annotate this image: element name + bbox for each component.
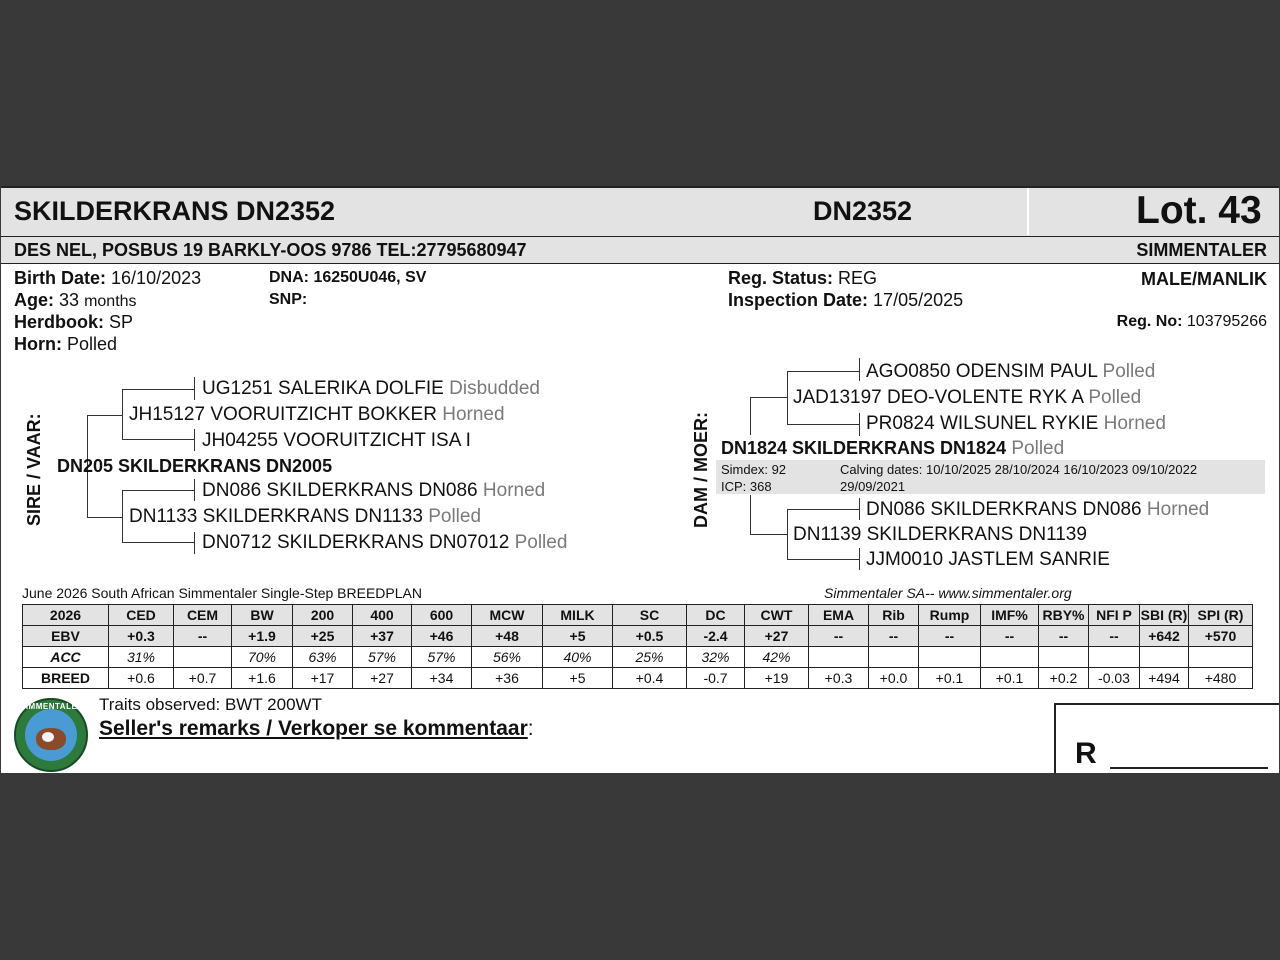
ebv-col-header: 2026 xyxy=(23,605,109,626)
ebv-cell: 42% xyxy=(745,647,809,668)
simmentaler-logo: SIMMENTALER xyxy=(14,698,88,772)
ebv-cell: +27 xyxy=(745,626,809,647)
ebv-cell: 57% xyxy=(353,647,412,668)
ebv-col-header: MCW xyxy=(472,605,543,626)
ebv-cell xyxy=(919,647,981,668)
ebv-col-header: SBI (R) xyxy=(1140,605,1189,626)
ebv-cell: -- xyxy=(1089,626,1140,647)
row-label: BREED xyxy=(23,668,109,689)
animal-id: DN2352 xyxy=(813,196,913,226)
dam-calving-dates-cont: 29/09/2021 xyxy=(840,479,906,494)
reg-status: Reg. Status: REG xyxy=(728,268,878,288)
ebv-cell: +642 xyxy=(1140,626,1189,647)
ebv-cell: -- xyxy=(981,626,1039,647)
ebv-cell: 25% xyxy=(613,647,687,668)
breedplan-title: June 2026 South African Simmentaler Single-Step BREEDPLAN xyxy=(22,585,422,601)
reg-number: Reg. No: 103795266 xyxy=(1116,313,1267,330)
sex: MALE/MANLIK xyxy=(1141,269,1267,289)
ebv-cell: +5 xyxy=(543,668,613,689)
ebv-col-header: Rump xyxy=(919,605,981,626)
ebv-cell: +1.9 xyxy=(232,626,293,647)
sire-sire-sire: UG1251 SALERIKA DOLFIE Disbudded xyxy=(202,378,540,399)
ebv-cell: +46 xyxy=(412,626,472,647)
ebv-cell xyxy=(869,647,919,668)
ebv-cell: 70% xyxy=(232,647,293,668)
ebv-cell: +0.5 xyxy=(613,626,687,647)
ebv-cell: -2.4 xyxy=(687,626,745,647)
ebv-cell: +34 xyxy=(412,668,472,689)
dam-label: DAM / MOER: xyxy=(691,412,711,528)
sire-sire: JH15127 VOORUITZICHT BOKKER Horned xyxy=(129,404,505,425)
ebv-cell: 56% xyxy=(472,647,543,668)
lot-number: Lot. 43 xyxy=(1136,189,1262,232)
ebv-cell: +0.6 xyxy=(109,668,174,689)
sire-dam: DN1133 SKILDERKRANS DN1133 Polled xyxy=(129,506,482,527)
ebv-cell: +36 xyxy=(472,668,543,689)
ebv-col-header: CWT xyxy=(745,605,809,626)
ebv-cell: -0.03 xyxy=(1089,668,1140,689)
ebv-cell xyxy=(174,647,232,668)
ebv-cell: 40% xyxy=(543,647,613,668)
ebv-cell: +494 xyxy=(1140,668,1189,689)
dam-dam-sire: DN086 SKILDERKRANS DN086 Horned xyxy=(866,499,1210,520)
ebv-cell: +480 xyxy=(1189,668,1253,689)
lot-card xyxy=(1,186,1279,773)
ebv-cell: -- xyxy=(919,626,981,647)
breedplan-source: Simmentaler SA-- www.simmentaler.org xyxy=(824,585,1072,601)
ebv-cell: +0.0 xyxy=(869,668,919,689)
sire: DN205 SKILDERKRANS DN2005 xyxy=(57,456,333,476)
inspection-date: Inspection Date: 17/05/2025 xyxy=(728,290,964,310)
birth-date: Birth Date: 16/10/2023 xyxy=(14,268,202,288)
ebv-col-header: 400 xyxy=(353,605,412,626)
ebv-cell xyxy=(809,647,869,668)
ebv-cell: +37 xyxy=(353,626,412,647)
dam: DN1824 SKILDERKRANS DN1824 Polled xyxy=(721,438,1065,459)
ebv-cell: +25 xyxy=(293,626,353,647)
r-label: R xyxy=(1075,737,1097,770)
snp-info: SNP: xyxy=(269,291,308,308)
dam-simdex: Simdex: 92 xyxy=(721,462,787,477)
ebv-cell: +1.6 xyxy=(232,668,293,689)
dam-sire: JAD13197 DEO-VOLENTE RYK A Polled xyxy=(793,387,1142,408)
ebv-col-header: BW xyxy=(232,605,293,626)
ebv-cell: +0.3 xyxy=(809,668,869,689)
age: Age: 33 months xyxy=(14,290,137,310)
herdbook: Herdbook: SP xyxy=(14,312,134,332)
animal-name: SKILDERKRANS DN2352 xyxy=(14,196,336,226)
ebv-col-header: CED xyxy=(109,605,174,626)
ebv-cell: +0.3 xyxy=(109,626,174,647)
row-label: ACC xyxy=(23,647,109,668)
horn-status: Horn: Polled xyxy=(14,334,118,354)
sire-sire-dam: JH04255 VOORUITZICHT ISA I xyxy=(202,430,471,451)
ebv-cell: +17 xyxy=(293,668,353,689)
ebv-col-header: CEM xyxy=(174,605,232,626)
dam-dam: DN1139 SKILDERKRANS DN1139 xyxy=(793,524,1087,545)
ebv-cell xyxy=(1189,647,1253,668)
ebv-cell: +5 xyxy=(543,626,613,647)
signature-line xyxy=(1110,767,1268,769)
breed-name: SIMMENTALER xyxy=(1136,240,1267,260)
ebv-cell xyxy=(1140,647,1189,668)
owner-address: DES NEL, POSBUS 19 BARKLY-OOS 9786 TEL:27795680947 xyxy=(14,240,527,260)
traits-observed: Traits observed: BWT 200WT xyxy=(99,695,322,714)
sire-dam-dam: DN0712 SKILDERKRANS DN07012 Polled xyxy=(202,532,568,553)
dam-icp: ICP: 368 xyxy=(721,479,772,494)
ebv-cell: +27 xyxy=(353,668,412,689)
ebv-cell: 31% xyxy=(109,647,174,668)
dna-info: DNA: 16250U046, SV xyxy=(269,269,427,286)
dam-dam-dam: JJM0010 JASTLEM SANRIE xyxy=(866,549,1110,570)
ebv-cell xyxy=(981,647,1039,668)
ebv-cell: +48 xyxy=(472,626,543,647)
ebv-col-header: 600 xyxy=(412,605,472,626)
ebv-col-header: IMF% xyxy=(981,605,1039,626)
ebv-cell: +0.7 xyxy=(174,668,232,689)
ebv-cell: -- xyxy=(809,626,869,647)
ebv-cell xyxy=(1089,647,1140,668)
ebv-col-header: DC xyxy=(687,605,745,626)
ebv-cell: +0.2 xyxy=(1039,668,1089,689)
ebv-cell: -- xyxy=(1039,626,1089,647)
sire-dam-sire: DN086 SKILDERKRANS DN086 Horned xyxy=(202,480,546,501)
ebv-col-header: 200 xyxy=(293,605,353,626)
ebv-cell: +570 xyxy=(1189,626,1253,647)
ebv-cell: +0.4 xyxy=(613,668,687,689)
sellers-remarks: Seller's remarks / Verkoper se kommentaar: xyxy=(99,717,534,740)
dam-sire-dam: PR0824 WILSUNEL RYKIE Horned xyxy=(866,413,1166,434)
ebv-cell: -0.7 xyxy=(687,668,745,689)
ebv-header-row xyxy=(23,605,1253,626)
dam-calving-dates: Calving dates: 10/10/2025 28/10/2024 16/10/2023 09/10/2022 xyxy=(840,462,1198,477)
ebv-col-header: SPI (R) xyxy=(1189,605,1253,626)
ebv-col-header: RBY% xyxy=(1039,605,1089,626)
ebv-cell: +0.1 xyxy=(919,668,981,689)
ebv-cell: 63% xyxy=(293,647,353,668)
ebv-cell: +0.1 xyxy=(981,668,1039,689)
ebv-cell: -- xyxy=(869,626,919,647)
ebv-cell: +19 xyxy=(745,668,809,689)
ebv-row xyxy=(23,626,1253,647)
bid-box xyxy=(1054,703,1279,773)
breed-avg-row xyxy=(23,668,1253,689)
ebv-cell: 57% xyxy=(412,647,472,668)
ebv-cell xyxy=(1039,647,1089,668)
ebv-col-header: MILK xyxy=(543,605,613,626)
ebv-col-header: NFI P xyxy=(1089,605,1140,626)
ebv-col-header: EMA xyxy=(809,605,869,626)
ebv-col-header: SC xyxy=(613,605,687,626)
row-label: EBV xyxy=(23,626,109,647)
ebv-cell: -- xyxy=(174,626,232,647)
ebv-cell: 32% xyxy=(687,647,745,668)
ebv-table xyxy=(22,604,1253,689)
dam-sire-sire: AGO0850 ODENSIM PAUL Polled xyxy=(866,361,1156,382)
sire-label: SIRE / VAAR: xyxy=(24,413,44,526)
ebv-col-header: Rib xyxy=(869,605,919,626)
acc-row xyxy=(23,647,1253,668)
